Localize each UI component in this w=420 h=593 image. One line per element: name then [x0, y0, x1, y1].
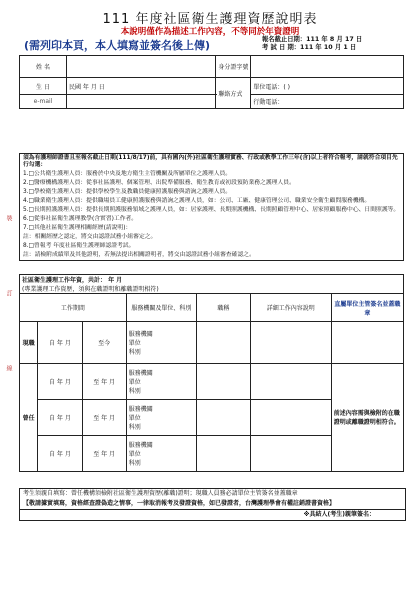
experience-total: 社區衛生護理工作年資，共計： 年 月 — [22, 277, 123, 284]
name-label: 姓 名 — [20, 56, 67, 78]
birth-label: 生 日 — [20, 78, 67, 95]
binding-margin-note-2: 訂 — [5, 290, 12, 296]
experience-summary — [20, 275, 404, 294]
eligibility-note-2: 註：請檢附成績單及其他證明，若無法提出相關證明者，將交由認證試務小組審查確認之。 — [20, 251, 404, 261]
id-label: 身分證字號 — [216, 56, 251, 78]
past-job-content-3[interactable] — [250, 436, 331, 472]
unit-section-label: 科別 — [128, 424, 141, 431]
contact-label: 聯絡方式 — [216, 78, 251, 109]
past-job-title-2[interactable] — [196, 400, 250, 436]
eligibility-intro: 須為有護理師證書且至報名截止日期(111/8/17)前，具有國內(外)社區衛生護理實務、行政或教學工作三年(含)以上者符合報考，請就符合項目先行勾選： — [20, 154, 404, 171]
current-row-label: 現職 — [20, 322, 38, 364]
eligibility-item-4[interactable]: 4.□職業衛生護理人員：提供職場員工健康照護服務與諮詢之護理人員，如：公司、工廠、健康管理公司、職業安全衛生顧問服務機構。 — [20, 197, 404, 206]
print-notice: (需列印本頁，本人填寫並簽名後上傳) — [24, 39, 211, 52]
unit-dept-label: 單位 — [128, 379, 141, 386]
mobile-field[interactable]: 行動電話： — [251, 95, 404, 109]
current-unit[interactable] — [126, 322, 196, 364]
col-period: 工作期間 — [20, 294, 127, 322]
unit-agency-label: 服務機關 — [128, 331, 153, 338]
past-to-3[interactable]: 至 年 月 — [82, 436, 126, 472]
past-to-2[interactable]: 至 年 月 — [82, 400, 126, 436]
experience-table — [19, 274, 404, 472]
unit-dept-label: 單位 — [128, 415, 141, 422]
footer-warning: 【敬請據實填寫，資格經查證偽造之情事，一律取消報考及發證資格，如已發證者，台灣護理學會有權註銷證書資格】 — [23, 500, 336, 507]
eligibility-item-8[interactable]: 8.□曾報考 年度社區衛生護理師認證考試。 — [20, 242, 404, 251]
eligibility-item-6[interactable]: 6.□從事社區衛生護理教學(含實習)工作者。 — [20, 215, 404, 224]
eligibility-item-3[interactable]: 3.□學校衛生護理人員：提供學校學生及教職員健康照護服務與諮詢之護理人員。 — [20, 188, 404, 197]
eligibility-item-7[interactable]: 7.□其他社區衛生護理相關經歷(請說明)： — [20, 224, 404, 233]
current-to: 至今 — [82, 322, 126, 364]
birth-field[interactable]: 民國 年 月 日 — [67, 78, 216, 95]
footer-instruction: 考生須親自填寫：曾任機構須檢附社區衛生護理資歷(離職)證明；現職人員務必請單位主管簽名並蓋職章 — [23, 490, 298, 497]
unit-agency-label: 服務機關 — [128, 370, 153, 377]
deadline-block — [262, 36, 362, 52]
past-from-3[interactable]: 自 年 月 — [38, 436, 82, 472]
form-title: 111 年度社區衛生護理資歷說明表 — [102, 12, 318, 27]
binding-margin-note-3: 線 — [5, 365, 12, 371]
unit-agency-label: 服務機關 — [128, 442, 153, 449]
eligibility-item-1[interactable]: 1.□公共衛生護理人員：服務於中央及地方衛生主管機關及所屬單位之護理人員。 — [20, 170, 404, 179]
eligibility-checklist — [19, 153, 404, 261]
unit-section-label: 科別 — [128, 349, 141, 356]
past-unit-1[interactable] — [126, 364, 196, 400]
deadline-date: 報名截止日期：111 年 8 月 17 日 — [262, 36, 363, 43]
personal-info-table — [19, 55, 404, 109]
binding-margin-note-1: 裝 — [5, 215, 12, 221]
current-supervisor-signature[interactable] — [331, 322, 403, 364]
footer-box — [19, 488, 406, 521]
unit-dept-label: 單位 — [128, 340, 141, 347]
exam-date: 考 試 日 期：111 年 10 月 1 日 — [262, 44, 357, 51]
past-job-title-3[interactable] — [196, 436, 250, 472]
signature-field[interactable]: ※具結人(考生)親筆簽名： — [20, 509, 405, 520]
past-unit-3[interactable] — [126, 436, 196, 472]
eligibility-item-2[interactable]: 2.□醫療機構護理人員：從事社區護理、個案管理、出院準備服務、衛生教育或初段預防業務之護理人員。 — [20, 179, 404, 188]
col-content: 詳細工作內容說明 — [250, 294, 331, 322]
unit-agency-label: 服務機關 — [128, 406, 153, 413]
past-from-2[interactable]: 自 年 月 — [38, 400, 82, 436]
unit-section-label: 科別 — [128, 460, 141, 467]
past-from-1[interactable]: 自 年 月 — [38, 364, 82, 400]
experience-note: (專業護理工作資歷，須與在職證明和離職證明相符) — [22, 286, 159, 293]
past-supervisor-note: 前述內容需與檢附的在職證明或離職證明相符合。 — [331, 364, 403, 472]
current-job-title[interactable] — [196, 322, 250, 364]
work-phone-field[interactable]: 單位電話：( ) — [251, 78, 404, 95]
col-unit: 服務機關及單位、科別 — [126, 294, 196, 322]
unit-section-label: 科別 — [128, 388, 141, 395]
email-label: e-mail — [20, 95, 67, 109]
past-unit-2[interactable] — [126, 400, 196, 436]
current-from[interactable]: 自 年 月 — [38, 322, 82, 364]
current-job-content[interactable] — [250, 322, 331, 364]
email-field[interactable] — [67, 95, 216, 109]
form-subtitle: 本說明僅作為描述工作內容，不等同於年資證明 — [120, 27, 300, 37]
past-to-1[interactable]: 至 年 月 — [82, 364, 126, 400]
col-title: 職稱 — [196, 294, 250, 322]
past-job-title-1[interactable] — [196, 364, 250, 400]
col-supervisor: 直屬單位主管簽名並蓋職章 — [331, 294, 403, 322]
past-job-content-2[interactable] — [250, 400, 331, 436]
unit-dept-label: 單位 — [128, 451, 141, 458]
eligibility-item-5[interactable]: 5.□長期照護護理人員：提供長期照護服務領域之護理人員，如：居家護理、長期照護機構、長期照顧管理中心、居家照顧服務中心、日間照護等。 — [20, 206, 404, 215]
past-row-label: 曾任 — [20, 364, 38, 472]
past-job-content-1[interactable] — [250, 364, 331, 400]
id-field[interactable] — [251, 56, 404, 78]
eligibility-note-1: 註：相關經歷之認定，將交由認證試務小組審定之。 — [20, 233, 404, 242]
name-field[interactable] — [67, 56, 216, 78]
